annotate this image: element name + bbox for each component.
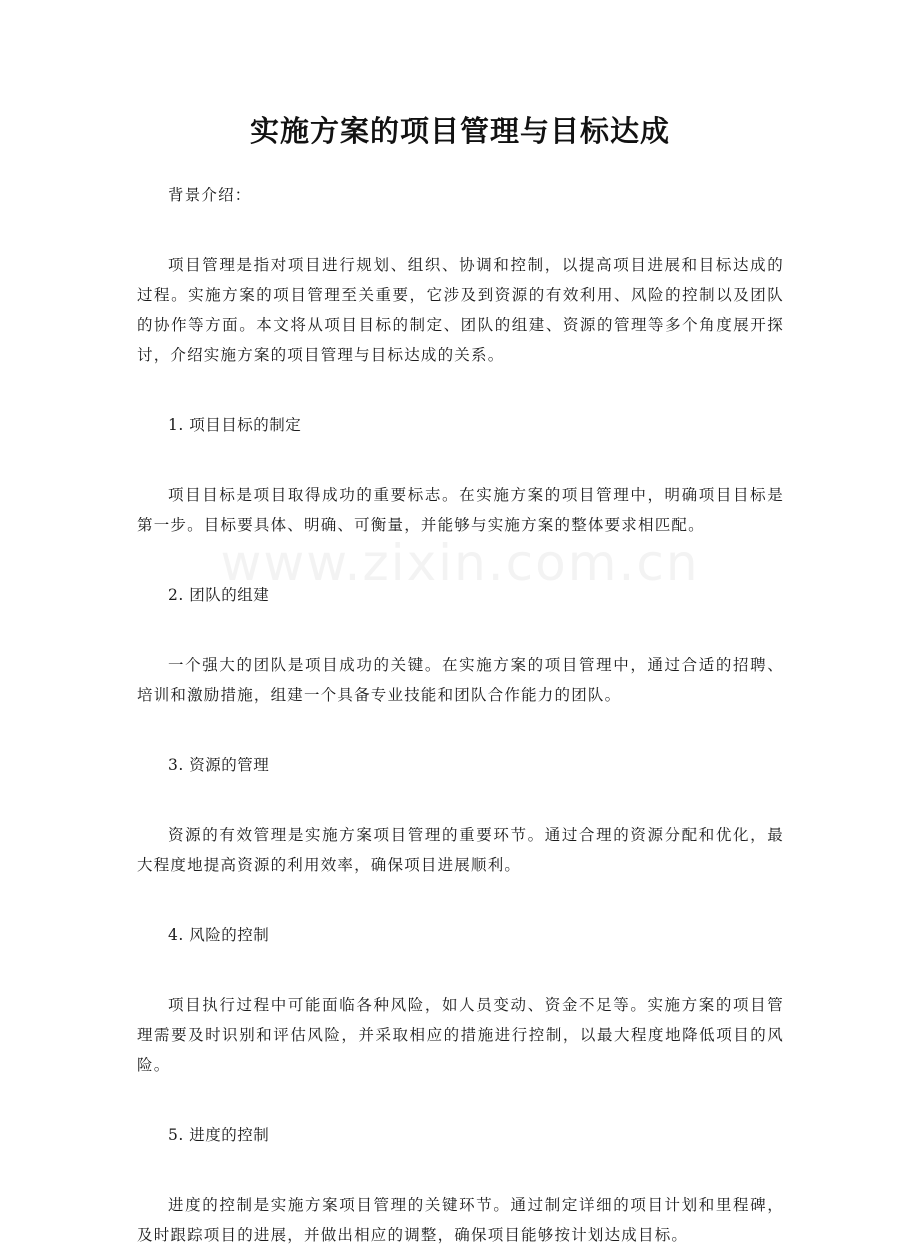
section-heading-5: 5. 进度的控制: [168, 1126, 270, 1144]
document-body: [137, 180, 784, 1250]
section-heading-2: 2. 团队的组建: [168, 586, 270, 604]
section-paragraph-2: 一个强大的团队是项目成功的关键。在实施方案的项目管理中，通过合适的招聘、培训和激励措施，组建一个具备专业技能和团队合作能力的团队。: [137, 656, 784, 704]
section-paragraph-3: 资源的有效管理是实施方案项目管理的重要环节。通过合理的资源分配和优化，最大程度地提高资源的利用效率，确保项目进展顺利。: [137, 826, 784, 874]
watermark: www.zixin.com.cn: [220, 534, 700, 592]
page-title: 实施方案的项目管理与目标达成: [249, 114, 670, 148]
section-paragraph-5: 进度的控制是实施方案项目管理的关键环节。通过制定详细的项目计划和里程碑，及时跟踪项目的进展，并做出相应的调整，确保项目能够按计划达成目标。: [137, 1196, 784, 1244]
section-heading-3: 3. 资源的管理: [168, 756, 270, 774]
section-paragraph-4: 项目执行过程中可能面临各种风险，如人员变动、资金不足等。实施方案的项目管理需要及时识别和评估风险，并采取相应的措施进行控制，以最大程度地降低项目的风险。: [137, 996, 784, 1074]
section-heading-4: 4. 风险的控制: [168, 926, 270, 944]
section-paragraph-1: 项目目标是项目取得成功的重要标志。在实施方案的项目管理中，明确项目目标是第一步。目标要具体、明确、可衡量，并能够与实施方案的整体要求相匹配。: [137, 486, 784, 534]
section-heading-1: 1. 项目目标的制定: [168, 416, 302, 434]
intro-paragraph: 项目管理是指对项目进行规划、组织、协调和控制，以提高项目进展和目标达成的过程。实施方案的项目管理至关重要，它涉及到资源的有效利用、风险的控制以及团队的协作等方面。本文将从项目目标的制定、团队的组建、资源的管理等多个角度展开探讨，介绍实施方案的项目管理与目标达成的关系。: [137, 256, 784, 364]
intro-label: 背景介绍：: [168, 186, 252, 204]
